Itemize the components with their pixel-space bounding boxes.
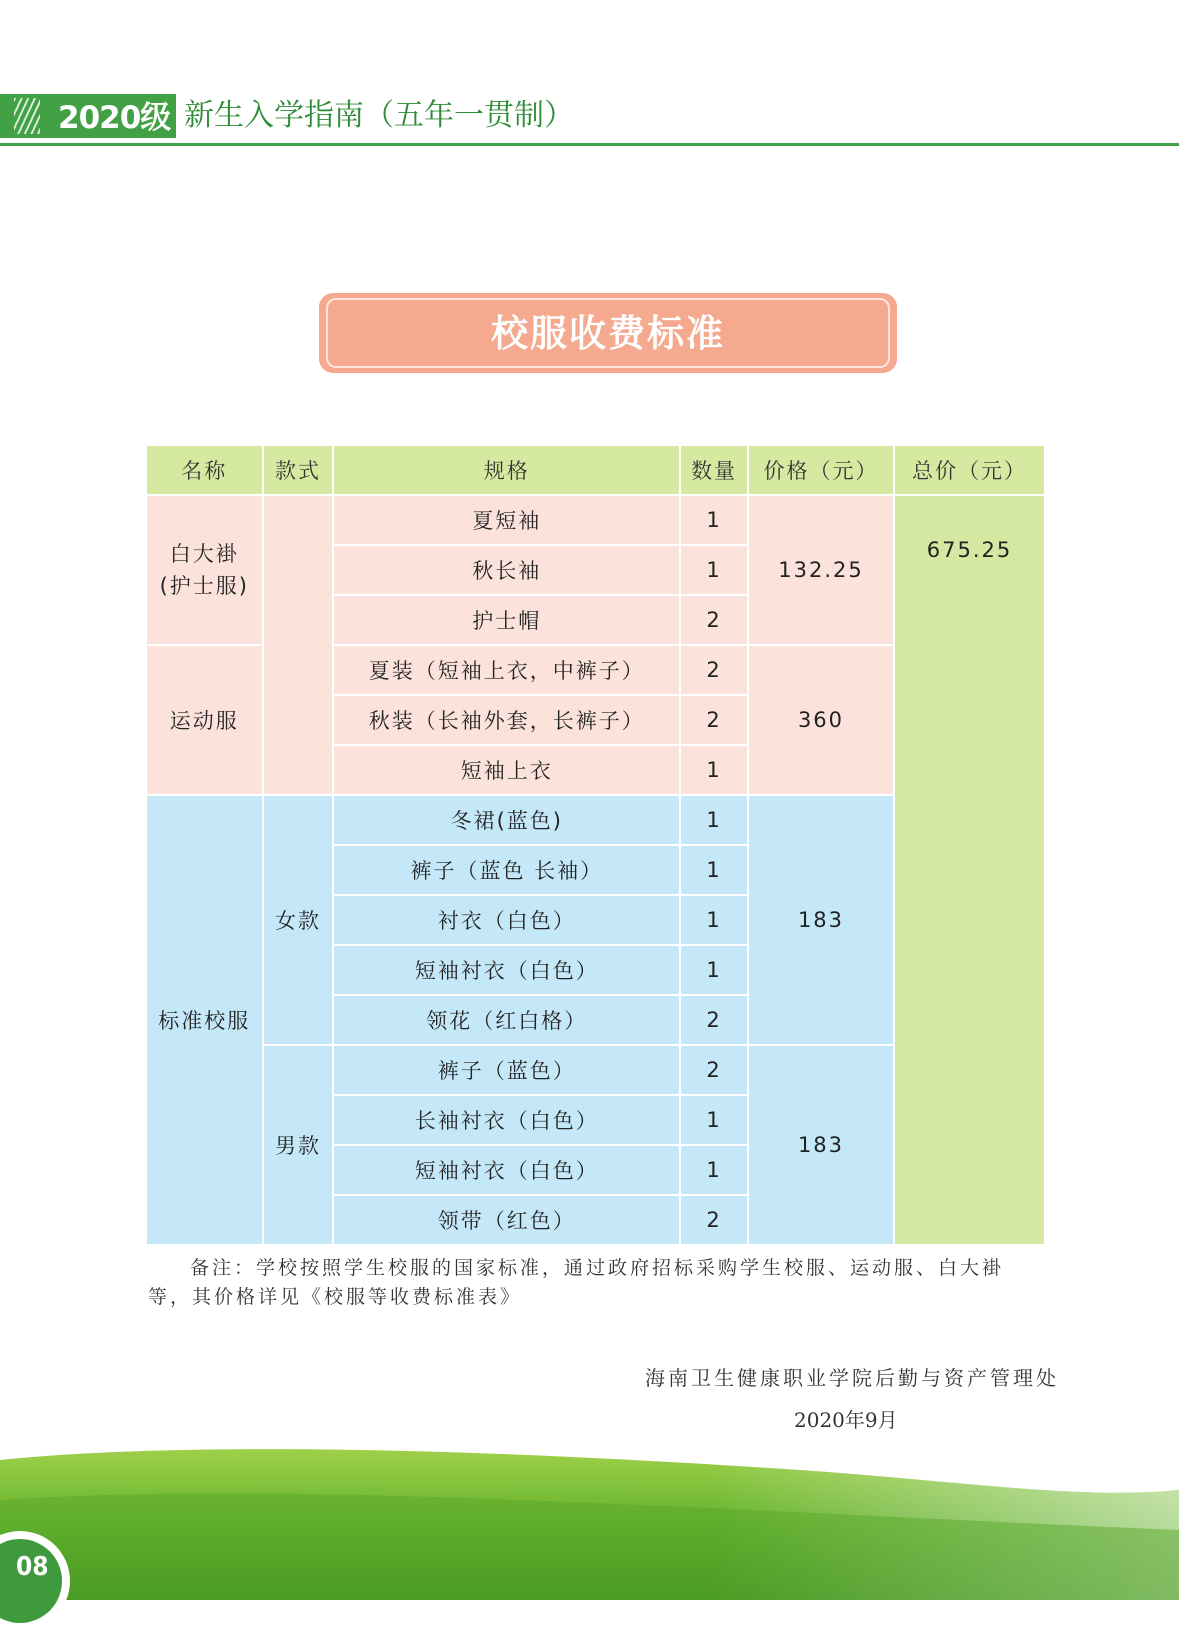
header-stripes-decoration [14,98,40,134]
col-header-spec: 规格 [333,445,680,495]
spec-cell: 裤子（蓝色） [333,1045,680,1095]
col-header-name: 名称 [146,445,263,495]
qty-cell: 2 [680,995,748,1045]
table-row [146,495,1045,545]
qty-cell: 1 [680,745,748,795]
spec-cell: 长袖衬衣（白色） [333,1095,680,1145]
qty-cell: 1 [680,895,748,945]
qty-cell: 1 [680,545,748,595]
spec-cell: 短袖衬衣（白色） [333,945,680,995]
spec-cell: 短袖上衣 [333,745,680,795]
spec-cell: 衬衣（白色） [333,895,680,945]
qty-cell: 2 [680,1045,748,1095]
style-cell-nvkuan: 女款 [263,795,334,1045]
remark-line-1: 备注：学校按照学生校服的国家标准，通过政府招标采购学生校服、运动服、白大褂 [190,1257,1005,1279]
qty-cell: 1 [680,795,748,845]
qty-cell: 2 [680,695,748,745]
banner-title: 校服收费标准 [491,311,725,355]
qty-cell: 1 [680,1095,748,1145]
price-cell-nvkuan: 183 [748,795,894,1045]
page-number: 08 [16,1552,49,1582]
total-price-cell [894,495,1045,1245]
section-banner [319,293,897,373]
price-cell-yundongfu: 360 [748,645,894,795]
uniform-fee-table [145,444,1046,1246]
spec-cell: 冬裙(蓝色) [333,795,680,845]
grass-footer-decoration [0,1440,1179,1600]
spec-cell: 夏装（短袖上衣，中裤子） [333,645,680,695]
group-name-biaozhun: 标准校服 [146,795,263,1245]
issue-date: 2020年9月 [794,1408,898,1432]
group-name-yundongfu: 运动服 [146,645,263,795]
col-header-qty: 数量 [680,445,748,495]
qty-cell: 1 [680,845,748,895]
col-header-total: 总价（元） [894,445,1045,495]
price-cell-baidagua: 132.25 [748,495,894,645]
group-name-baidagua: 白大褂 (护士服) [146,495,263,645]
total-price-value: 675.25 [926,538,1013,562]
grass-illustration [0,1440,1179,1600]
spec-cell: 秋长袖 [333,545,680,595]
qty-cell: 2 [680,645,748,695]
spec-cell: 秋装（长袖外套，长裤子） [333,695,680,745]
style-cell-empty [263,495,334,795]
col-header-style: 款式 [263,445,334,495]
col-header-price: 价格（元） [748,445,894,495]
qty-cell: 1 [680,495,748,545]
spec-cell: 领带（红色） [333,1195,680,1245]
qty-cell: 2 [680,1195,748,1245]
qty-cell: 1 [680,945,748,995]
qty-cell: 2 [680,595,748,645]
spec-cell: 裤子（蓝色 长袖） [333,845,680,895]
spec-cell: 护士帽 [333,595,680,645]
remark-line-2: 等，其价格详见《校服等收费标准表》 [148,1286,523,1308]
table-header-row [146,445,1045,495]
spec-cell: 夏短袖 [333,495,680,545]
spec-cell: 领花（红白格） [333,995,680,1045]
header-year: 2020级 [58,100,171,136]
spec-cell: 短袖衬衣（白色） [333,1145,680,1195]
remark-note [148,1254,1048,1312]
header-divider [0,143,1179,146]
issuing-department: 海南卫生健康职业学院后勤与资产管理处 [645,1366,1059,1390]
qty-cell: 1 [680,1145,748,1195]
style-cell-nankuan: 男款 [263,1045,334,1245]
header-title: 新生入学指南（五年一贯制） [184,98,574,133]
price-cell-nankuan: 183 [748,1045,894,1245]
